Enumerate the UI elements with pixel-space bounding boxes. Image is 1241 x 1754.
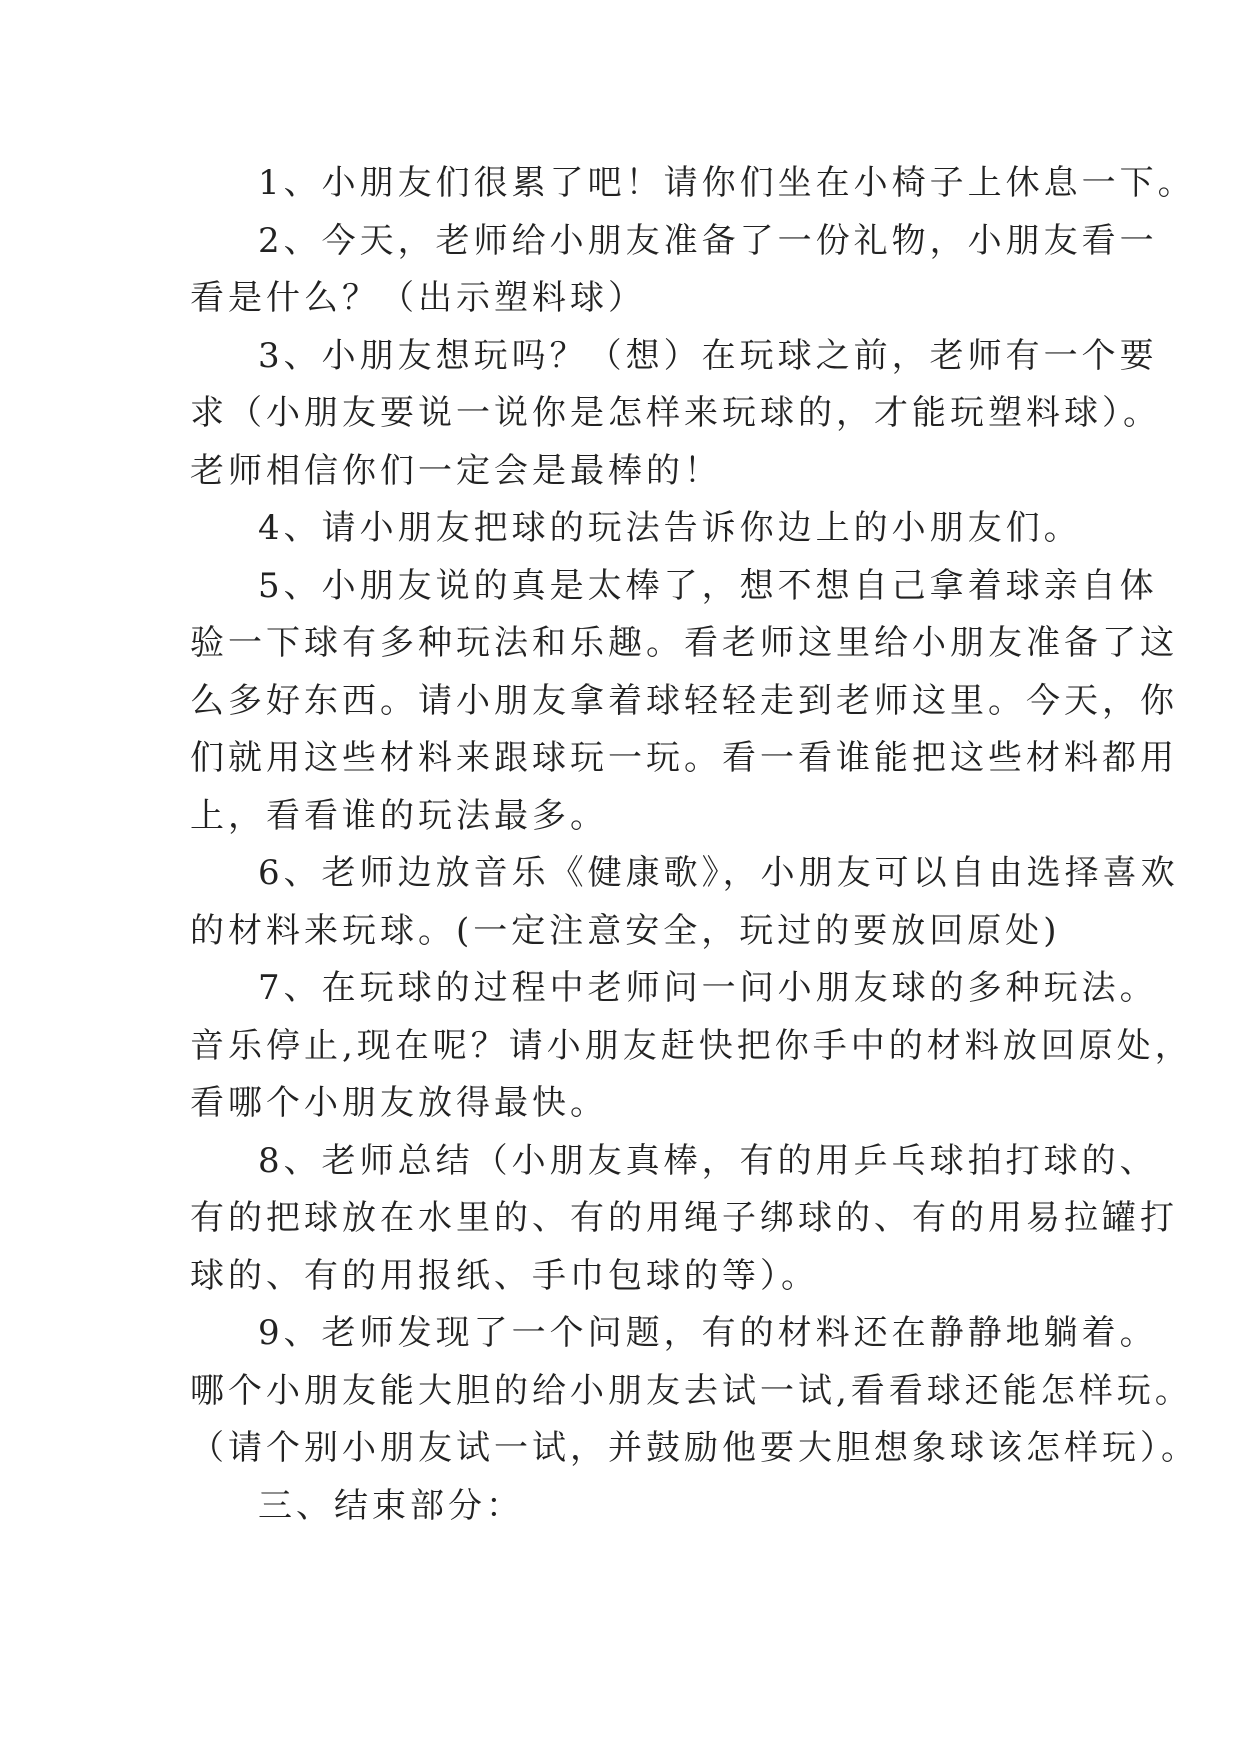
paragraph-line: 验一下球有多种玩法和乐趣。看老师这里给小朋友准备了这 (190, 623, 1178, 663)
paragraph-line: 们就用这些材料来跟球玩一玩。看一看谁能把这些材料都用 (190, 738, 1178, 778)
paragraph-step-4 (190, 500, 1082, 558)
paragraph-line: 的材料来玩球。(一定注意安全，玩过的要放回原处) (190, 910, 1061, 951)
paragraph-line: 老师相信你们一定会是最棒的！ (190, 450, 722, 491)
paragraph-line: 7、在玩球的过程中老师问一问小朋友球的多种玩法。 (258, 968, 1158, 1008)
paragraph-step-6 (190, 845, 1179, 960)
paragraph-step-2 (190, 213, 1158, 328)
paragraph-line: 6、老师边放音乐《健康歌》，小朋友可以自由选择喜欢 (258, 853, 1179, 893)
paragraph-step-9 (190, 1305, 1199, 1478)
paragraph-step-1 (190, 155, 1196, 213)
paragraph-line: 有的把球放在水里的、有的用绳子绑球的、有的用易拉罐打 (190, 1198, 1178, 1238)
paragraph-step-7 (190, 960, 1193, 1133)
paragraph-step-5 (190, 558, 1178, 846)
paragraph-line: 看哪个小朋友放得最快。 (190, 1083, 608, 1123)
paragraph-line: 求（小朋友要说一说你是怎样来玩球的，才能玩塑料球）。 (190, 393, 1161, 433)
paragraph-line: 2、今天，老师给小朋友准备了一份礼物，小朋友看一 (258, 220, 1158, 261)
paragraph-line: 看是什么？（出示塑料球） (190, 278, 646, 318)
paragraph-line: 5、小朋友说的真是太棒了，想不想自己拿着球亲自体 (258, 565, 1158, 606)
paragraph-line: 8、老师总结（小朋友真棒，有的用乒乓球拍打球的、 (258, 1140, 1158, 1181)
paragraph-line: 9、老师发现了一个问题，有的材料还在静静地躺着。 (258, 1313, 1158, 1353)
paragraph-line: 球的、有的用报纸、手巾包球的等）。 (190, 1255, 819, 1296)
paragraph-step-8 (190, 1133, 1178, 1306)
section-heading-conclusion (190, 1478, 1070, 1536)
document-body (190, 155, 1199, 1535)
paragraph-line: 4、请小朋友把球的玩法告诉你边上的小朋友们。 (258, 508, 1082, 548)
paragraph-line: 3、小朋友想玩吗？（想）在玩球之前，老师有一个要 (258, 335, 1158, 376)
paragraph-line: 上，看看谁的玩法最多。 (190, 795, 608, 836)
paragraph-line: （请个别小朋友试一试，并鼓励他要大胆想象球该怎样玩）。 (190, 1428, 1199, 1468)
paragraph-line: 音乐停止,现在呢？请小朋友赶快把你手中的材料放回原处， (190, 1025, 1193, 1066)
paragraph-line: 1、小朋友们很累了吧！请你们坐在小椅子上休息一下。 (258, 163, 1196, 203)
paragraph-line: 哪个小朋友能大胆的给小朋友去试一试,看看球还能怎样玩。 (190, 1370, 1193, 1411)
paragraph-step-3 (190, 328, 1161, 501)
paragraph-line: 么多好东西。请小朋友拿着球轻轻走到老师这里。今天，你 (190, 680, 1178, 721)
paragraph-line: 三、结束部分： (258, 1485, 524, 1526)
